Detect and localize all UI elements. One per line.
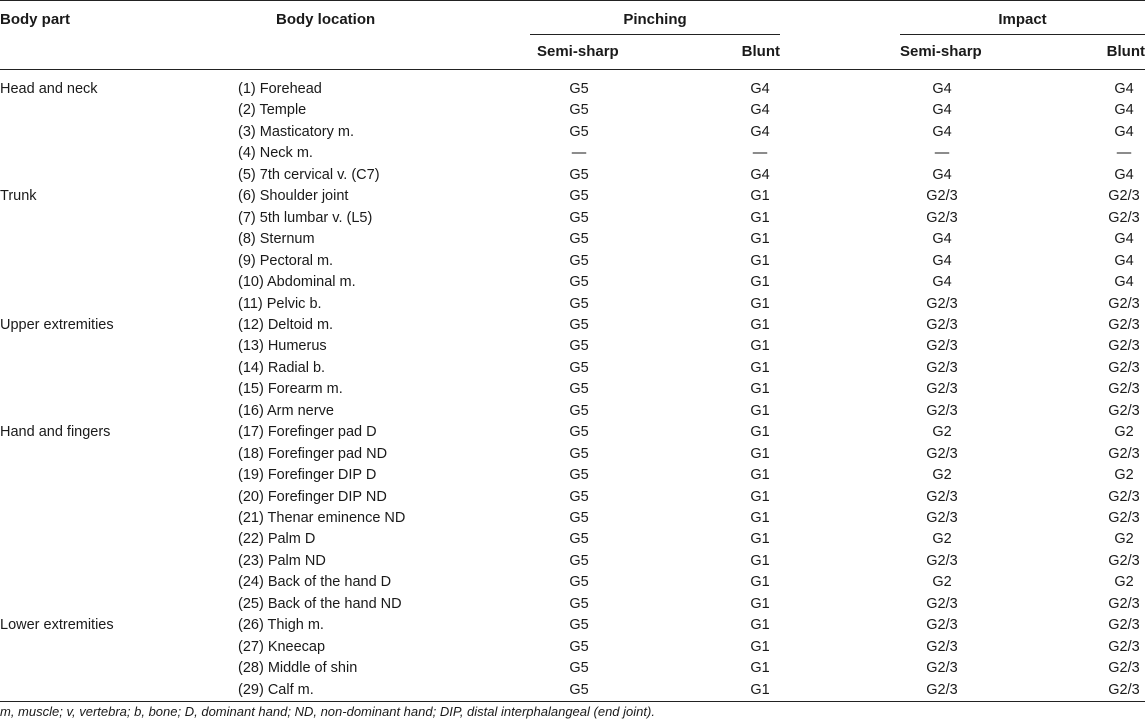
cell-pinching-blunt: G1	[750, 488, 770, 505]
cell-pinching-blunt: G1	[750, 617, 770, 634]
cell-pinching-semi-sharp: G5	[569, 574, 589, 591]
header-pinching-blunt: Blunt	[741, 43, 780, 60]
cell-pinching-semi-sharp: G5	[569, 123, 589, 140]
cell-impact-semi-sharp: G2/3	[926, 402, 958, 419]
cell-pinching-blunt: G1	[750, 510, 770, 526]
cell-impact-semi-sharp: G2/3	[926, 552, 958, 569]
header-impact-semi-sharp: Semi-sharp	[900, 43, 982, 60]
cell-impact-blunt: G4	[1114, 231, 1134, 248]
cell-body-location: (19) Forefinger DIP D	[238, 467, 377, 484]
cell-body-location: (15) Forearm m.	[238, 381, 343, 398]
cell-pinching-blunt: G1	[750, 252, 770, 269]
cell-pinching-semi-sharp: G5	[569, 316, 589, 333]
cell-pinching-blunt: G1	[750, 359, 770, 376]
cell-pinching-semi-sharp: G5	[569, 467, 589, 484]
cell-impact-semi-sharp: G4	[932, 81, 952, 97]
cell-pinching-blunt: G1	[750, 402, 770, 419]
cell-pinching-semi-sharp: G5	[569, 445, 589, 462]
cell-impact-blunt: G2/3	[1108, 295, 1140, 312]
cell-pinching-semi-sharp: G5	[569, 295, 589, 312]
header-body-location: Body location	[276, 11, 376, 28]
cell-impact-blunt: G4	[1114, 274, 1134, 291]
cell-impact-blunt: G2/3	[1108, 445, 1140, 462]
cell-pinching-blunt: G4	[750, 166, 770, 183]
cell-body-location: (6) Shoulder joint	[238, 188, 349, 205]
cell-pinching-blunt: G1	[750, 660, 770, 677]
cell-pinching-blunt: G4	[750, 123, 770, 140]
cell-pinching-blunt: G1	[750, 381, 770, 398]
cell-body-part: Upper extremities	[0, 316, 114, 333]
cell-body-location: (18) Forefinger pad ND	[238, 445, 388, 462]
cell-impact-blunt: G2/3	[1108, 402, 1140, 419]
cell-impact-blunt: G2/3	[1108, 359, 1140, 376]
cell-impact-blunt: G4	[1114, 123, 1134, 140]
cell-pinching-semi-sharp: G5	[569, 488, 589, 505]
cell-impact-semi-sharp: G2/3	[926, 338, 958, 355]
cell-body-location: (4) Neck m.	[238, 145, 313, 162]
cell-pinching-blunt: G4	[750, 102, 770, 119]
cell-impact-blunt: —	[1116, 145, 1132, 162]
table-bottom-rule	[0, 701, 1145, 702]
cell-pinching-semi-sharp: G5	[569, 102, 589, 119]
cell-impact-blunt: G2	[1114, 467, 1134, 484]
cell-impact-semi-sharp: G4	[932, 231, 952, 248]
cell-pinching-semi-sharp: G5	[569, 552, 589, 569]
cell-impact-blunt: G4	[1114, 81, 1134, 97]
cell-impact-semi-sharp: G2/3	[926, 638, 958, 655]
cell-pinching-semi-sharp: G5	[569, 424, 589, 441]
cell-impact-semi-sharp: G4	[932, 274, 952, 291]
cell-impact-blunt: G2/3	[1108, 381, 1140, 398]
cell-body-location: (17) Forefinger pad D	[238, 424, 377, 441]
table-footnote: m, muscle; v, vertebra; b, bone; D, dominant hand; ND, non-dominant hand; DIP, distal interphalangeal (end joint).	[0, 704, 655, 719]
cell-body-location: (13) Humerus	[238, 338, 327, 355]
cell-impact-semi-sharp: G2/3	[926, 660, 958, 677]
cell-pinching-blunt: G1	[750, 338, 770, 355]
cell-impact-blunt: G2/3	[1108, 617, 1140, 634]
cell-impact-semi-sharp: G2	[932, 467, 952, 484]
cell-pinching-blunt: G4	[750, 81, 770, 97]
cell-pinching-blunt: G1	[750, 445, 770, 462]
header-impact-blunt: Blunt	[1106, 43, 1145, 60]
cell-pinching-blunt: G1	[750, 316, 770, 333]
cell-pinching-semi-sharp: G5	[569, 359, 589, 376]
cell-impact-blunt: G2	[1114, 424, 1134, 441]
cell-impact-blunt: G2/3	[1108, 595, 1140, 612]
cell-pinching-blunt: G1	[750, 552, 770, 569]
cell-impact-blunt: G4	[1114, 166, 1134, 183]
cell-pinching-blunt: —	[752, 145, 768, 162]
cell-impact-semi-sharp: G4	[932, 252, 952, 269]
cell-impact-semi-sharp: —	[934, 145, 950, 162]
cell-body-part: Lower extremities	[0, 617, 114, 634]
cell-body-part: Hand and fingers	[0, 424, 111, 441]
impact-group-rule	[900, 34, 1145, 35]
cell-impact-semi-sharp: G2	[932, 574, 952, 591]
cell-body-location: (26) Thigh m.	[238, 617, 324, 634]
cell-body-part: Trunk	[0, 188, 37, 205]
cell-impact-blunt: G4	[1114, 252, 1134, 269]
cell-pinching-semi-sharp: G5	[569, 252, 589, 269]
cell-impact-semi-sharp: G2/3	[926, 381, 958, 398]
cell-impact-semi-sharp: G2/3	[926, 510, 958, 526]
cell-impact-semi-sharp: G4	[932, 102, 952, 119]
cell-impact-blunt: G2/3	[1108, 338, 1140, 355]
cell-pinching-semi-sharp: G5	[569, 188, 589, 205]
cell-body-location: (5) 7th cervical v. (C7)	[238, 166, 380, 183]
cell-pinching-blunt: G1	[750, 424, 770, 441]
cell-impact-semi-sharp: G2/3	[926, 316, 958, 333]
cell-body-location: (1) Forehead	[238, 81, 322, 97]
cell-pinching-semi-sharp: G5	[569, 209, 589, 226]
cell-impact-blunt: G2/3	[1108, 488, 1140, 505]
header-bottom-rule	[0, 69, 1145, 70]
cell-impact-semi-sharp: G2/3	[926, 595, 958, 612]
cell-pinching-blunt: G1	[750, 467, 770, 484]
cell-body-part: Head and neck	[0, 81, 98, 97]
cell-impact-blunt: G2	[1114, 574, 1134, 591]
cell-body-location: (27) Kneecap	[238, 638, 326, 655]
cell-pinching-blunt: G1	[750, 209, 770, 226]
cell-impact-blunt: G2/3	[1108, 188, 1140, 205]
cell-impact-semi-sharp: G2/3	[926, 488, 958, 505]
cell-impact-blunt: G2/3	[1108, 510, 1140, 526]
cell-impact-blunt: G2/3	[1108, 638, 1140, 655]
pinching-group-rule	[530, 34, 780, 35]
cell-impact-semi-sharp: G2/3	[926, 617, 958, 634]
cell-pinching-blunt: G1	[750, 274, 770, 291]
cell-body-location: (28) Middle of shin	[238, 660, 358, 677]
cell-body-location: (23) Palm ND	[238, 552, 326, 569]
cell-body-location: (12) Deltoid m.	[238, 316, 334, 333]
cell-body-location: (9) Pectoral m.	[238, 252, 334, 269]
cell-impact-semi-sharp: G2/3	[926, 188, 958, 205]
cell-pinching-blunt: G1	[750, 681, 770, 698]
cell-pinching-semi-sharp: G5	[569, 231, 589, 248]
cell-body-location: (3) Masticatory m.	[238, 123, 355, 140]
cell-pinching-semi-sharp: G5	[569, 595, 589, 612]
cell-pinching-semi-sharp: G5	[569, 638, 589, 655]
cell-body-location: (11) Pelvic b.	[238, 295, 322, 312]
cell-pinching-blunt: G1	[750, 188, 770, 205]
cell-impact-semi-sharp: G2/3	[926, 445, 958, 462]
header-pinching: Pinching	[623, 11, 687, 28]
cell-pinching-blunt: G1	[750, 638, 770, 655]
cell-impact-semi-sharp: G2/3	[926, 295, 958, 312]
cell-pinching-semi-sharp: G5	[569, 510, 589, 526]
cell-pinching-blunt: G1	[750, 595, 770, 612]
cell-body-location: (14) Radial b.	[238, 359, 326, 376]
cell-body-location: (16) Arm nerve	[238, 402, 334, 419]
cell-pinching-semi-sharp: G5	[569, 402, 589, 419]
cell-impact-blunt: G2/3	[1108, 681, 1140, 698]
cell-impact-semi-sharp: G2/3	[926, 359, 958, 376]
cell-impact-semi-sharp: G4	[932, 166, 952, 183]
cell-pinching-semi-sharp: G5	[569, 381, 589, 398]
cell-impact-blunt: G2/3	[1108, 209, 1140, 226]
cell-body-location: (8) Sternum	[238, 231, 315, 248]
cell-pinching-semi-sharp: G5	[569, 617, 589, 634]
cell-body-location: (29) Calf m.	[238, 681, 314, 698]
cell-pinching-blunt: G1	[750, 231, 770, 248]
cell-impact-blunt: G2/3	[1108, 660, 1140, 677]
cell-body-location: (10) Abdominal m.	[238, 274, 356, 291]
cell-pinching-blunt: G1	[750, 531, 770, 548]
cell-impact-semi-sharp: G2/3	[926, 209, 958, 226]
cell-pinching-semi-sharp: G5	[569, 274, 589, 291]
cell-impact-blunt: G2/3	[1108, 316, 1140, 333]
cell-pinching-semi-sharp: G5	[569, 338, 589, 355]
cell-pinching-blunt: G1	[750, 295, 770, 312]
cell-pinching-semi-sharp: G5	[569, 660, 589, 677]
cell-pinching-semi-sharp: G5	[569, 166, 589, 183]
cell-body-location: (20) Forefinger DIP ND	[238, 488, 387, 505]
cell-body-location: (21) Thenar eminence ND	[238, 510, 406, 526]
cell-impact-semi-sharp: G2	[932, 531, 952, 548]
cell-pinching-semi-sharp: —	[571, 145, 587, 162]
cell-body-location: (24) Back of the hand D	[238, 574, 392, 591]
cell-impact-semi-sharp: G2/3	[926, 681, 958, 698]
header-impact: Impact	[998, 11, 1047, 28]
cell-impact-blunt: G2/3	[1108, 552, 1140, 569]
cell-pinching-semi-sharp: G5	[569, 681, 589, 698]
cell-body-location: (7) 5th lumbar v. (L5)	[238, 209, 373, 226]
cell-body-location: (2) Temple	[238, 102, 307, 119]
cell-pinching-semi-sharp: G5	[569, 531, 589, 548]
table-top-rule	[0, 0, 1145, 1]
cell-pinching-blunt: G1	[750, 574, 770, 591]
cell-body-location: (25) Back of the hand ND	[238, 595, 402, 612]
header-body-part: Body part	[0, 11, 71, 28]
cell-body-location: (22) Palm D	[238, 531, 316, 548]
cell-impact-blunt: G2	[1114, 531, 1134, 548]
cell-impact-semi-sharp: G2	[932, 424, 952, 441]
cell-pinching-semi-sharp: G5	[569, 81, 589, 97]
cell-impact-blunt: G4	[1114, 102, 1134, 119]
cell-impact-semi-sharp: G4	[932, 123, 952, 140]
header-pinching-semi-sharp: Semi-sharp	[537, 43, 619, 60]
